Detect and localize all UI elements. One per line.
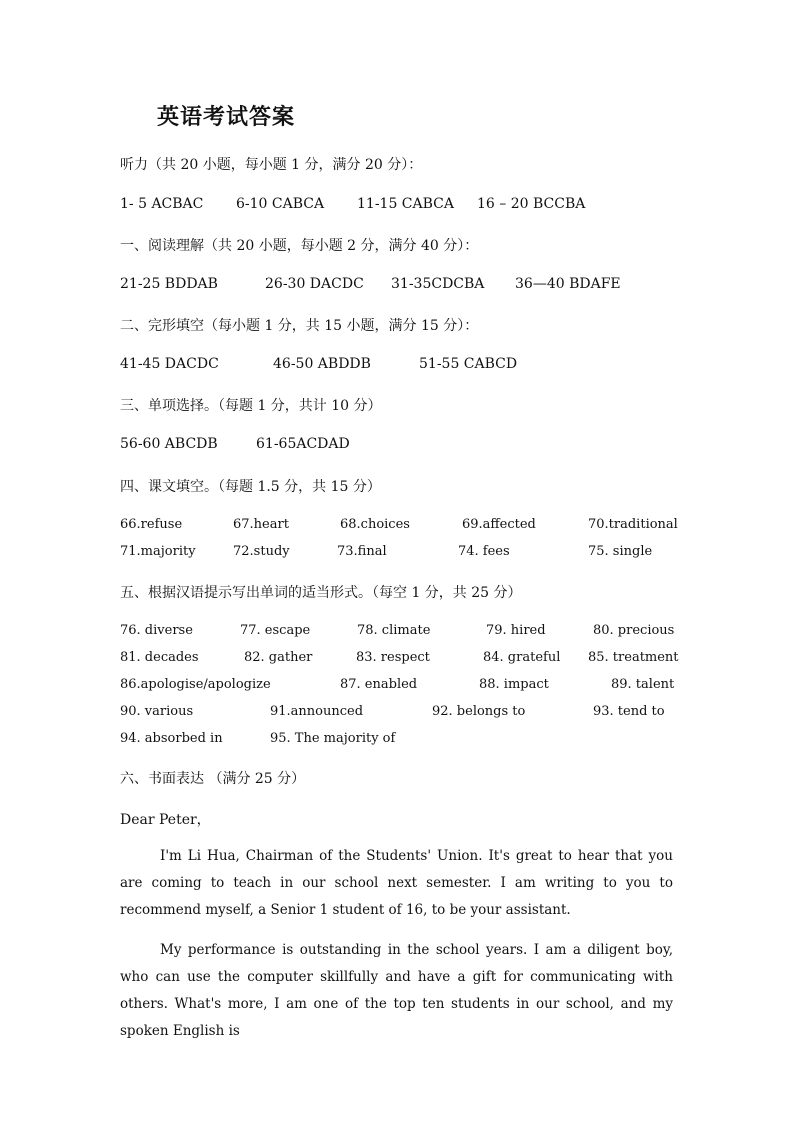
answer-group: 1- 5 ACBAC [120,196,204,212]
answer-group: 46-50 ABDDB [273,356,371,372]
answer-item: 94. absorbed in [120,731,223,746]
answer-item: 70.traditional [588,517,678,532]
listening-heading: 听力（共 20 小题，每小题 1 分，满分 20 分）： [120,157,423,173]
answer-item: 78. climate [357,623,431,638]
answer-item: 73.final [337,544,387,559]
answer-item: 77. escape [240,623,311,638]
letter-salutation: Dear Peter， [120,812,211,828]
answer-item: 83. respect [356,650,430,665]
answer-row [120,544,673,571]
answer-item: 89. talent [611,677,675,692]
answer-item: 76. diverse [120,623,193,638]
answer-group: 56-60 ABCDB [120,436,218,452]
writing-heading: 六、书面表达 （满分 25 分） [120,771,306,787]
answer-item: 81. decades [120,650,199,665]
letter-paragraph [120,843,673,924]
paragraph-text: My performance is outstanding in the school years. I am a diligent boy, who can use the computer skillfully and have a gift for communicating with others. What's more, I am one of the top ten students in our school, and my spoken English is [120,942,673,1039]
text-fill-heading: 四、课文填空。（每题 1.5 分，共 15 分） [120,479,381,495]
answer-group: 61-65ACDAD [256,436,350,452]
answer-item: 82. gather [244,650,313,665]
answer-group: 16 – 20 BCCBA [477,196,586,212]
answer-row [120,731,673,758]
answer-item: 72.study [233,544,290,559]
answer-row [120,704,673,731]
word-forms-answers [120,623,679,758]
answer-item: 79. hired [486,623,546,638]
answer-item: 67.heart [233,517,289,532]
answer-item: 80. precious [593,623,675,638]
answer-row [120,650,679,677]
word-forms-heading: 五、根据汉语提示写出单词的适当形式。（每空 1 分，共 25 分） [120,585,522,601]
answer-item: 88. impact [479,677,549,692]
answer-group: 6-10 CABCA [236,196,325,212]
reading-heading: 一、阅读理解（共 20 小题，每小题 2 分，满分 40 分）： [120,238,479,254]
answer-item: 91.announced [270,704,364,719]
answer-item: 90. various [120,704,194,719]
answer-row [120,623,673,650]
answer-item: 71.majority [120,544,196,559]
answer-item: 86.apologise/apologize [120,677,271,692]
answer-item: 92. belongs to [432,704,526,719]
answer-group: 21-25 BDDAB [120,276,218,292]
answer-item: 93. tend to [593,704,665,719]
answer-item: 68.choices [340,517,410,532]
answer-item: 84. grateful [483,650,561,665]
answer-item: 87. enabled [340,677,418,692]
answer-item: 85. treatment [588,650,679,665]
answer-group: 31-35CDCBA [391,276,485,292]
answer-group: 41-45 DACDC [120,356,219,372]
answer-item: 66.refuse [120,517,183,532]
answer-group: 26-30 DACDC [265,276,364,292]
answer-item: 95. The majority of [270,731,396,746]
paragraph-text: I'm Li Hua, Chairman of the Students' Union. It's great to hear that you are coming to teach in our school next semester. I am writing to you to recommend myself, a Senior 1 student of 16, to be your assistant. [120,848,673,918]
letter-paragraph [120,937,673,1045]
text-fill-answers [120,517,678,571]
answer-item: 74. fees [458,544,510,559]
answer-row [120,677,673,704]
single-choice-heading: 三、单项选择。（每题 1 分，共计 10 分） [120,398,382,414]
cloze-heading: 二、完形填空（每小题 1 分，共 15 小题，满分 15 分）： [120,318,479,334]
answer-item: 75. single [588,544,653,559]
page-title: 英语考试答案 [157,104,296,130]
answer-group: 51-55 CABCD [419,356,518,372]
answer-group: 36—40 BDAFE [515,276,621,292]
answer-row [120,517,678,544]
answer-group: 11-15 CABCA [357,196,455,212]
answer-item: 69.affected [462,517,536,532]
